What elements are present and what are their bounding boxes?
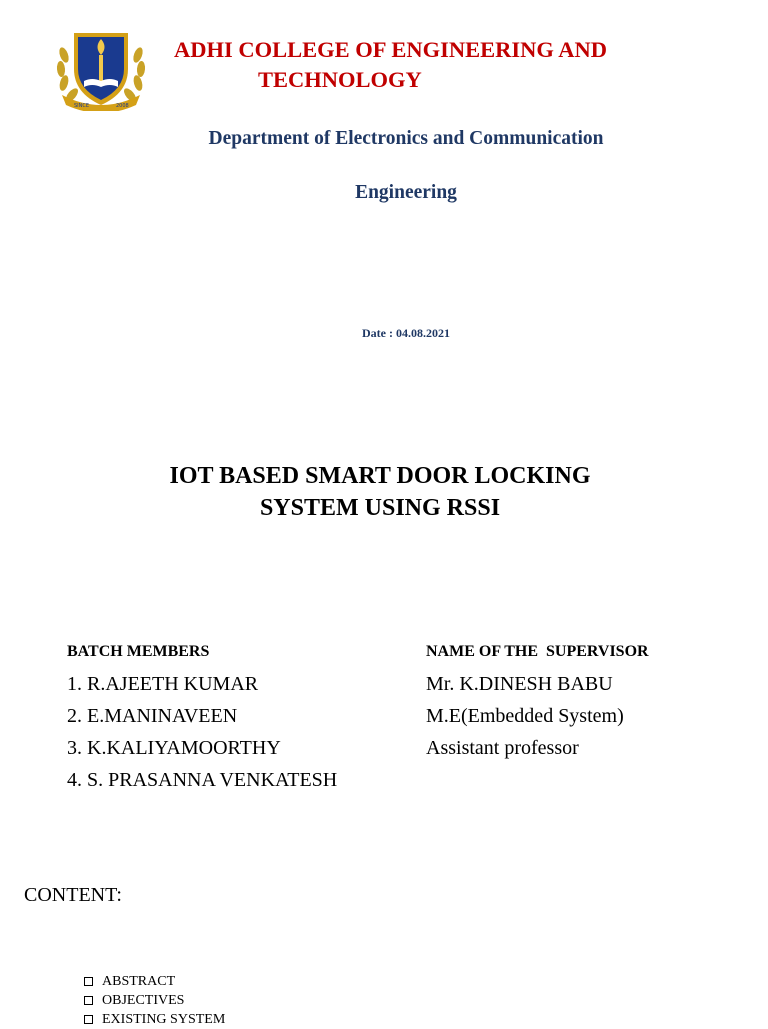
checkbox-bullet-icon [84, 1015, 93, 1024]
project-title-line1: IOT BASED SMART DOOR LOCKING [169, 463, 591, 489]
checkbox-bullet-icon [84, 996, 93, 1005]
college-name-line1: ADHI COLLEGE OF ENGINEERING AND [174, 37, 607, 62]
contents-item-label: EXISTING SYSTEM [102, 1012, 226, 1027]
supervisor-designation: Assistant professor [426, 737, 579, 759]
project-title-line2: SYSTEM USING RSSI [259, 495, 501, 521]
supervisor-name: Mr. K.DINESH BABU [426, 673, 613, 695]
contents-item-label: OBJECTIVES [102, 993, 185, 1008]
logo-ribbon-right: 2008 [116, 103, 129, 109]
batch-members-heading: BATCH MEMBERS [67, 643, 210, 660]
project-title [0, 460, 760, 524]
college-crest-icon [54, 25, 148, 111]
contents-item [84, 991, 225, 1010]
contents-item [84, 1010, 225, 1029]
supervisor-heading: NAME OF THE SUPERVISOR [426, 643, 649, 660]
contents-heading: CONTENT: [24, 884, 122, 906]
department-line1: Department of Electronics and Communication [208, 128, 604, 149]
checkbox-bullet-icon [84, 977, 93, 986]
college-name [174, 35, 734, 95]
batch-members-list [67, 668, 337, 796]
supervisor-details [426, 668, 624, 764]
college-logo [54, 25, 148, 111]
batch-member-3: 3. K.KALIYAMOORTHY [67, 737, 281, 759]
college-name-line2: TECHNOLOGY [258, 67, 422, 92]
batch-member-2: 2. E.MANINAVEEN [67, 705, 238, 727]
presentation-date: Date : 04.08.2021 [362, 326, 450, 340]
department-line2: Engineering [355, 182, 457, 203]
batch-member-1: 1. R.AJEETH KUMAR [67, 673, 259, 695]
contents-list [84, 972, 225, 1029]
supervisor-qualification: M.E(Embedded System) [426, 705, 624, 727]
logo-ribbon-left: SINCE [74, 103, 90, 109]
contents-item [84, 972, 225, 991]
batch-member-4: 4. S. PRASANNA VENKATESH [67, 769, 338, 791]
contents-item-label: ABSTRACT [102, 974, 176, 989]
